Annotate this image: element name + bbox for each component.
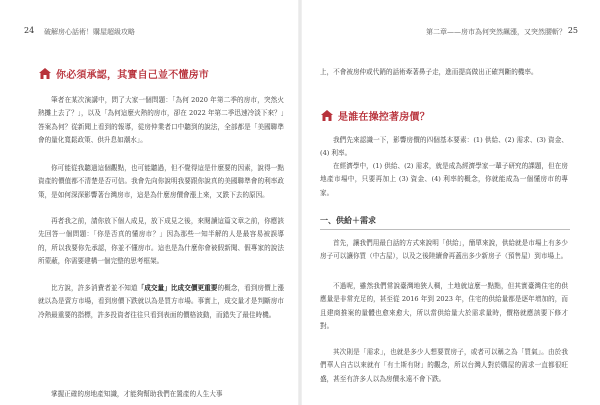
right-running-title: 第二章——房市為何突然飆漲，又突然腰斬？ xyxy=(426,28,566,36)
left-paragraph-3: 再者我之前，請你放下個人成見，放下成見之後，來閱讀這篇文章之前，你應該先回答一個問題：「你是否真的懂房市？」因為那些一知半解的人是最容易被誤導的，所以我要你先承認，你並不懂房市。這也是為什麼你會被假新聞、假專家的說法所蒙蔽，你需要建構一個完整的思考框架。 xyxy=(38,217,284,265)
right-heading-text: 是誰在操控著房價？ xyxy=(338,112,430,123)
house-hand-icon xyxy=(320,109,334,123)
left-page xyxy=(0,0,298,405)
subheading-divider xyxy=(320,229,570,230)
right-paragraph-1: 我們先來認識一下，影響房價的四個基本要素：(1) 供給、(2) 需求、(3) 資金、(4) 利率。 xyxy=(320,136,568,158)
left-paragraph-5: 掌握正確的房地產知識，才能夠幫助我們在置產的人生大事 xyxy=(51,390,223,398)
right-paragraph-5: 其次則是「需求」，也就是多少人想要買房子，或者可以稱之為「買氣」。由於我們華人自古以來就有「有土斯有財」的觀念，所以台灣人對於購屋的需求一直都很旺盛，甚至有許多人以為房價永遠不會下跌。 xyxy=(320,348,568,383)
right-paragraph-2: 在經濟學中，(1) 供給、(2) 需求，就是成為經濟學家一輩子研究的課題，但在房地產市場中，只要再加上 (3) 資金、(4) 利率的概念，你就能成為一個懂房市的專家。 xyxy=(320,162,568,197)
left-page-number: 24 xyxy=(24,26,35,35)
left-paragraph-1: 筆者在某次演講中，問了大家一個問題：「為何 2020 年第二季的房市，突然火熱攤上去了？」，以及「為何這麼火熱的房市，卻在 2022 年第二季迅速冷淡下來？」答案為何？從新聞上看到的報導，從房仲業者口中聽到的說法，全部都是「美國聯準會的量化寬鬆政策、供升息如潮水」。 xyxy=(38,96,284,144)
left-paragraph-4: 比方說，許多消費者並不知道「成交量」比成交價更重要的概念，看到房價上漲就以為是賣方市場，看到房價下跌就以為是買方市場。事實上，成交量才是判斷房市冷熱最重要的指標，許多投資者往往只看到表面的價格波動，而錯失了最佳時機。 xyxy=(38,284,285,319)
right-paragraph-3: 首先，讓我們用最白話的方式來說明「供給」，簡單來說，供給就是市場上有多少房子可以讓你買（中古屋），以及之後陸續會再蓋出多少新房子（預售屋）到市場上。 xyxy=(320,239,568,261)
right-page xyxy=(302,0,600,405)
supply-demand-subheading: 一、供給＋需求 xyxy=(320,216,376,225)
right-page-number: 25 xyxy=(567,26,578,35)
house-hand-icon xyxy=(38,67,52,81)
right-paragraph-4: 不過呢，雖然我們常說臺灣地狹人稠，土地就這麼一點點，但其實臺灣住宅的供應量是非常充足的，甚至從 2016 年到 2023 年，住宅的供給量都是逐年增加的，而且建商推案的量體也愈來愈大，所以當供給量大於需求量時，價格就應該要下修才對。 xyxy=(320,282,568,330)
left-paragraph-2: 你可能從我聽過這個觀點，也可能聽過，但不覺得這是什麼要的因素，說得一點資產的價值都不清楚是否可信。我會先向你說明我要跟你說真的美國聯準會的利率政策，是如何深深影響著台灣房市，這是為什麼房價會漲上來，又跌下去的原因。 xyxy=(38,164,284,199)
left-section-heading xyxy=(38,66,209,81)
left-running-title: 破解房心話術！購屋超級攻略 xyxy=(44,28,135,36)
highlight-phrase: 「成交量」比成交價更重要 xyxy=(137,284,218,292)
right-intro-paragraph: 上，不會被房仲或代銷的話術牽著鼻子走，進而提高做出正確判斷的機率。 xyxy=(320,68,538,76)
left-heading-text: 你必須承認，其實自己並不懂房市 xyxy=(56,70,209,81)
right-section-heading xyxy=(320,108,430,123)
